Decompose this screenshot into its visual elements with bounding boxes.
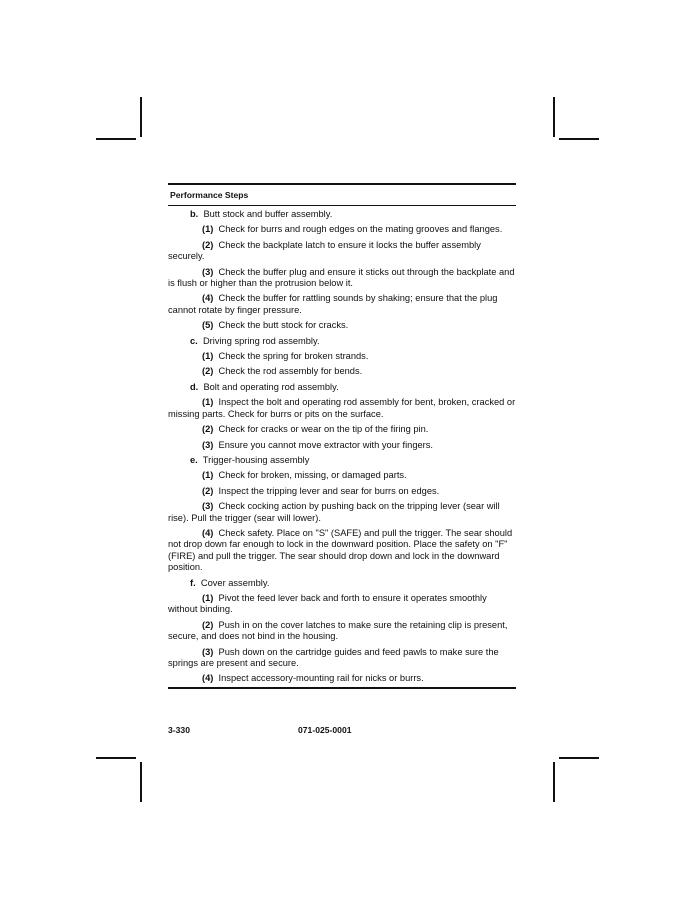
step-item <box>168 209 516 220</box>
step-text: Inspect the bolt and operating rod assembly for bent, broken, cracked or missing parts. Check for burrs or pits on the surface. <box>168 397 516 419</box>
bottom-rule <box>168 687 516 689</box>
step-text: Bolt and operating rod assembly. <box>203 381 339 392</box>
step-item <box>168 647 516 670</box>
step-text: Driving spring rod assembly. <box>202 335 320 346</box>
step-label: c. <box>190 335 198 346</box>
step-text: Butt stock and buffer assembly. <box>203 209 333 219</box>
step-text: Push down on the cartridge guides and feed pawls to make sure the springs are present and secure. <box>168 646 499 668</box>
step-label: d. <box>190 381 199 392</box>
step-text: Check the buffer plug and ensure it sticks out through the backplate and is flush or higher than the protrusion below it. <box>168 266 515 289</box>
step-label: (4) <box>202 527 214 538</box>
step-text: Check the backplate latch to ensure it locks the buffer assembly securely. <box>168 239 481 262</box>
crop-mark-br-h <box>559 757 599 759</box>
step-item <box>168 501 516 524</box>
step-item <box>168 267 516 290</box>
step-item <box>168 351 516 362</box>
step-text: Check the buffer for rattling sounds by shaking; ensure that the plug cannot rotate by finger pressure. <box>168 293 498 315</box>
step-text: Inspect the tripping lever and sear for burrs on edges. <box>218 485 440 496</box>
step-label: (3) <box>202 646 214 657</box>
step-label: (2) <box>202 239 214 250</box>
step-label: (4) <box>202 673 214 684</box>
step-text: Check cocking action by pushing back on the tripping lever (sear will rise). Pull the trigger (sear will lower). <box>168 501 500 523</box>
header-rule <box>168 205 516 206</box>
step-label: (1) <box>202 592 214 603</box>
step-label: (1) <box>202 224 214 235</box>
step-item <box>168 620 516 643</box>
step-text: Pivot the feed lever back and forth to ensure it operates smoothly without binding. <box>168 592 487 615</box>
step-label: (3) <box>202 266 214 277</box>
crop-mark-br-v <box>553 762 555 802</box>
step-label: (2) <box>202 485 214 496</box>
step-label: (2) <box>202 619 214 630</box>
step-text: Inspect accessory-mounting rail for nicks or burrs. <box>218 673 424 684</box>
step-item <box>168 320 516 331</box>
step-text: Check for broken, missing, or damaged parts. <box>218 470 407 481</box>
step-label: (3) <box>202 501 214 512</box>
step-item <box>168 440 516 451</box>
doc-number: 071-025-0001 <box>298 725 352 735</box>
step-item <box>168 470 516 481</box>
step-text: Trigger-housing assembly <box>202 454 310 465</box>
step-text: Check the butt stock for cracks. <box>218 320 349 331</box>
page-content <box>168 183 516 689</box>
step-item <box>168 455 516 466</box>
step-label: (1) <box>202 397 214 408</box>
crop-mark-tl-h <box>96 138 136 140</box>
step-item <box>168 224 516 235</box>
step-item <box>168 397 516 420</box>
step-text: Check the rod assembly for bends. <box>218 366 363 377</box>
page-number: 3-330 <box>168 725 190 735</box>
step-label: (3) <box>202 439 214 450</box>
step-label: (1) <box>202 470 214 481</box>
step-item <box>168 424 516 435</box>
step-text: Check for cracks or wear on the tip of the firing pin. <box>218 424 429 435</box>
step-label: (1) <box>202 351 214 362</box>
step-item <box>168 578 516 589</box>
crop-mark-tr-v <box>553 97 555 137</box>
section-header: Performance Steps <box>170 190 249 200</box>
step-item <box>168 240 516 263</box>
step-item <box>168 528 516 574</box>
step-label: (4) <box>202 293 214 304</box>
step-text: Ensure you cannot move extractor with your fingers. <box>218 439 433 450</box>
step-item <box>168 673 516 684</box>
crop-mark-tl-v <box>140 97 142 137</box>
step-item <box>168 486 516 497</box>
step-label: (2) <box>202 424 214 435</box>
crop-mark-tr-h <box>559 138 599 140</box>
step-label: (5) <box>202 320 214 331</box>
step-item <box>168 593 516 616</box>
step-label: b. <box>190 209 199 219</box>
crop-mark-bl-v <box>140 762 142 802</box>
step-item <box>168 366 516 377</box>
step-label: (2) <box>202 366 214 377</box>
step-text: Cover assembly. <box>200 577 270 588</box>
step-item <box>168 382 516 393</box>
step-label: e. <box>190 454 198 465</box>
step-item <box>168 293 516 316</box>
steps-list <box>168 209 516 685</box>
step-text: Push in on the cover latches to make sure the retaining clip is present, secure, and does not bind in the housing. <box>168 619 508 642</box>
crop-mark-bl-h <box>96 757 136 759</box>
step-text: Check safety. Place on "S" (SAFE) and pull the trigger. The sear should not drop down far enough to lock in the downward position. Place the safety on "F" (FIRE) and pull the trigger. The sear should drop down and lock in the downward position. <box>168 527 513 573</box>
step-text: Check for burrs and rough edges on the mating grooves and flanges. <box>218 224 503 235</box>
step-item <box>168 336 516 347</box>
step-text: Check the spring for broken strands. <box>218 351 369 362</box>
step-label: f. <box>190 577 196 588</box>
